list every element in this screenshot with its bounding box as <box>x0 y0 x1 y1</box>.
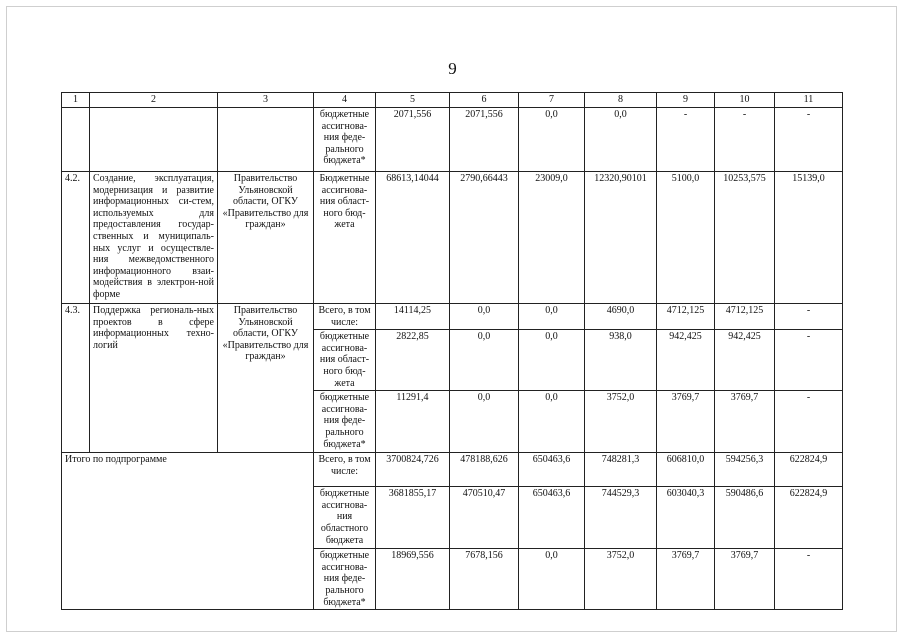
column-header: 10 <box>715 93 775 108</box>
column-header: 2 <box>90 93 218 108</box>
table-row <box>62 304 843 330</box>
value-cell: 0,0 <box>585 108 657 172</box>
value-cell: 2790,66443 <box>450 172 519 304</box>
value-cell: 622824,9 <box>775 453 843 487</box>
value-cell: 3752,0 <box>585 391 657 453</box>
item-name: Поддержка региональ-ных проектов в сфере информационных техно-логий <box>90 304 218 453</box>
value-cell: 3700824,726 <box>376 453 450 487</box>
value-cell: 594256,3 <box>715 453 775 487</box>
value-cell: 5100,0 <box>657 172 715 304</box>
column-header: 7 <box>519 93 585 108</box>
value-cell: 0,0 <box>519 108 585 172</box>
column-header: 4 <box>314 93 376 108</box>
value-cell: 15139,0 <box>775 172 843 304</box>
item-executor: Правительство Ульяновской области, ОГКУ «Правительство для граждан» <box>218 304 314 453</box>
table-row <box>62 453 843 487</box>
value-cell: 4690,0 <box>585 304 657 330</box>
funding-source: Бюджетные ассигнова-ния област-ного бюд-жета <box>314 172 376 304</box>
item-executor: Правительство Ульяновской области, ОГКУ «Правительство для граждан» <box>218 172 314 304</box>
value-cell: 14114,25 <box>376 304 450 330</box>
value-cell: - <box>775 108 843 172</box>
header-row <box>62 93 843 108</box>
value-cell: 3769,7 <box>657 391 715 453</box>
value-cell: 23009,0 <box>519 172 585 304</box>
value-cell: 2071,556 <box>450 108 519 172</box>
value-cell: 0,0 <box>450 330 519 391</box>
value-cell: 0,0 <box>450 391 519 453</box>
column-header: 9 <box>657 93 715 108</box>
value-cell: 478188,626 <box>450 453 519 487</box>
column-header: 6 <box>450 93 519 108</box>
value-cell: 622824,9 <box>775 487 843 549</box>
item-number: 4.3. <box>62 304 90 453</box>
value-cell: - <box>775 549 843 610</box>
value-cell: - <box>775 330 843 391</box>
value-cell: 942,425 <box>657 330 715 391</box>
table-row <box>62 172 843 304</box>
value-cell: 0,0 <box>519 330 585 391</box>
value-cell: 4712,125 <box>657 304 715 330</box>
table-row <box>62 108 843 172</box>
funding-source: бюджетные ассигнова-ния феде-рального бюджета* <box>314 549 376 610</box>
value-cell: - <box>715 108 775 172</box>
value-cell: 3769,7 <box>715 391 775 453</box>
value-cell: 7678,156 <box>450 549 519 610</box>
program-table <box>61 92 843 610</box>
total-label: Итого по подпрограмме <box>62 453 314 610</box>
value-cell: 748281,3 <box>585 453 657 487</box>
value-cell: 3752,0 <box>585 549 657 610</box>
value-cell: 68613,14044 <box>376 172 450 304</box>
funding-source: Всего, в том числе: <box>314 304 376 330</box>
value-cell: 0,0 <box>519 391 585 453</box>
value-cell: 0,0 <box>450 304 519 330</box>
value-cell: 0,0 <box>519 549 585 610</box>
value-cell: 3769,7 <box>657 549 715 610</box>
item-number: 4.2. <box>62 172 90 304</box>
value-cell: 10253,575 <box>715 172 775 304</box>
funding-source: бюджетные ассигнова-ния областного бюджета <box>314 487 376 549</box>
funding-source: бюджетные ассигнова-ния феде-рального бюджета* <box>314 391 376 453</box>
value-cell: - <box>775 391 843 453</box>
value-cell: 4712,125 <box>715 304 775 330</box>
value-cell: 603040,3 <box>657 487 715 549</box>
item-name: Создание, эксплуатация, модернизация и развитие информационных си-стем, используемых для предоставления государ-ственных и муниципаль-ных услуг и осуществле-ния межведомственного информационного взаи-модействия в электрон-ной форме <box>90 172 218 304</box>
column-header: 5 <box>376 93 450 108</box>
value-cell: 3681855,17 <box>376 487 450 549</box>
value-cell: 3769,7 <box>715 549 775 610</box>
value-cell: 18969,556 <box>376 549 450 610</box>
value-cell: 938,0 <box>585 330 657 391</box>
column-header: 3 <box>218 93 314 108</box>
value-cell: 590486,6 <box>715 487 775 549</box>
column-header: 1 <box>62 93 90 108</box>
value-cell: 606810,0 <box>657 453 715 487</box>
page-number: 9 <box>448 59 457 78</box>
value-cell: - <box>657 108 715 172</box>
column-header: 8 <box>585 93 657 108</box>
value-cell: 2071,556 <box>376 108 450 172</box>
value-cell: 650463,6 <box>519 453 585 487</box>
value-cell: 650463,6 <box>519 487 585 549</box>
value-cell: 12320,90101 <box>585 172 657 304</box>
value-cell: 0,0 <box>519 304 585 330</box>
funding-source: бюджетные ассигнова-ния област-ного бюд-жета <box>314 330 376 391</box>
value-cell: 470510,47 <box>450 487 519 549</box>
value-cell: 2822,85 <box>376 330 450 391</box>
column-header: 11 <box>775 93 843 108</box>
funding-source: Всего, в том числе: <box>314 453 376 487</box>
funding-source: бюджетные ассигнова-ния феде-рального бюджета* <box>314 108 376 172</box>
value-cell: 942,425 <box>715 330 775 391</box>
value-cell: 744529,3 <box>585 487 657 549</box>
value-cell: - <box>775 304 843 330</box>
value-cell: 11291,4 <box>376 391 450 453</box>
